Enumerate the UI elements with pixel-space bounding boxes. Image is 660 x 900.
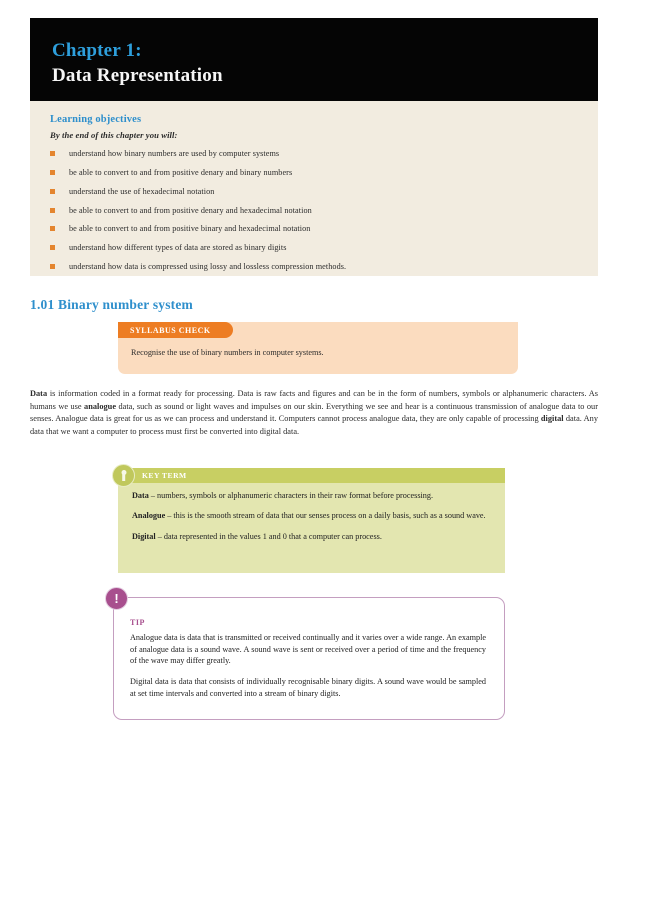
list-item [50, 149, 578, 159]
tip-box [113, 590, 505, 720]
list-item [50, 206, 578, 216]
key-term-entry: Digital – data represented in the values 1 and 0 that a computer can process. [132, 531, 382, 541]
key-term-entry: Data – numbers, symbols or alphanumeric characters in their raw format before processing. [132, 491, 434, 500]
chapter-title: Data Representation [52, 65, 223, 87]
learning-objectives-list [50, 149, 578, 272]
objective-text: understand how data is compressed using lossy and lossless compression methods. [69, 262, 347, 272]
tip-label: TIP [130, 618, 145, 627]
tip-paragraph: Digital data is data that consists of individually recognisable binary digits. A sound wave would be sampled at set time intervals and converted into a stream of binary digits. [130, 676, 486, 698]
square-bullet-icon [50, 226, 55, 231]
body-paragraph: Data is information coded in a format ready for processing. Data is raw facts and figures and can be in the form of numbers, symbols or alphanumeric characters. As humans we use analogue data, such as sound or light waves and impulses on our skin. Everything we see and hear is a continuous transmission of analogue data to our senses. Analogue data is great for us as we can process and understand it. Computers cannot process analogue data, they are only capable of processing digital data. Any data that we want a computer to process must first be converted into digital data. [30, 389, 598, 436]
square-bullet-icon [50, 264, 55, 269]
square-bullet-icon [50, 208, 55, 213]
keyhole-glyph [121, 470, 126, 475]
list-item [50, 243, 578, 253]
list-item [50, 168, 578, 178]
key-term-box [118, 468, 505, 573]
objective-text: understand how different types of data are stored as binary digits [69, 243, 287, 253]
syllabus-check-box [118, 322, 518, 374]
tip-body [130, 632, 486, 699]
learning-objectives-heading: Learning objectives [50, 114, 142, 125]
learning-objectives-panel [30, 101, 598, 276]
key-term-body [132, 490, 489, 542]
square-bullet-icon [50, 170, 55, 175]
objective-text: be able to convert to and from positive binary and hexadecimal notation [69, 224, 311, 234]
key-term-entry: Analogue – this is the smooth stream of data that our senses process on a daily basis, such as a sound wave. [132, 511, 486, 521]
chapter-banner [30, 18, 598, 101]
objective-text: be able to convert to and from positive denary and hexadecimal notation [69, 205, 312, 215]
learning-objectives-lead-in: By the end of this chapter you will: [50, 130, 178, 140]
objective-text: be able to convert to and from positive denary and binary numbers [69, 167, 293, 177]
objective-text: understand the use of hexadecimal notation [69, 186, 215, 196]
square-bullet-icon [50, 245, 55, 250]
square-bullet-icon [50, 189, 55, 194]
square-bullet-icon [50, 151, 55, 156]
tip-paragraph: Analogue data is data that is transmitted or received continually and it varies over a wide range. An example of analogue data is a sound wave. A sound wave is sent or received over a period of time and the frequency of the wave may differ greatly. [130, 633, 486, 666]
keyhole-icon [112, 464, 135, 487]
exclamation-glyph: ! [114, 590, 119, 606]
list-item [50, 224, 578, 234]
key-term-label: KEY TERM [142, 471, 187, 480]
syllabus-check-text: Recognise the use of binary numbers in computer systems. [131, 348, 324, 357]
chapter-number: Chapter 1: [52, 40, 142, 61]
list-item [50, 262, 578, 272]
objective-text: understand how binary numbers are used by computer systems [69, 149, 280, 158]
syllabus-check-label: SYLLABUS CHECK [130, 325, 211, 335]
exclamation-icon [105, 587, 128, 610]
section-heading: 1.01 Binary number system [30, 297, 194, 312]
list-item [50, 187, 578, 197]
syllabus-check-tab [118, 322, 233, 338]
